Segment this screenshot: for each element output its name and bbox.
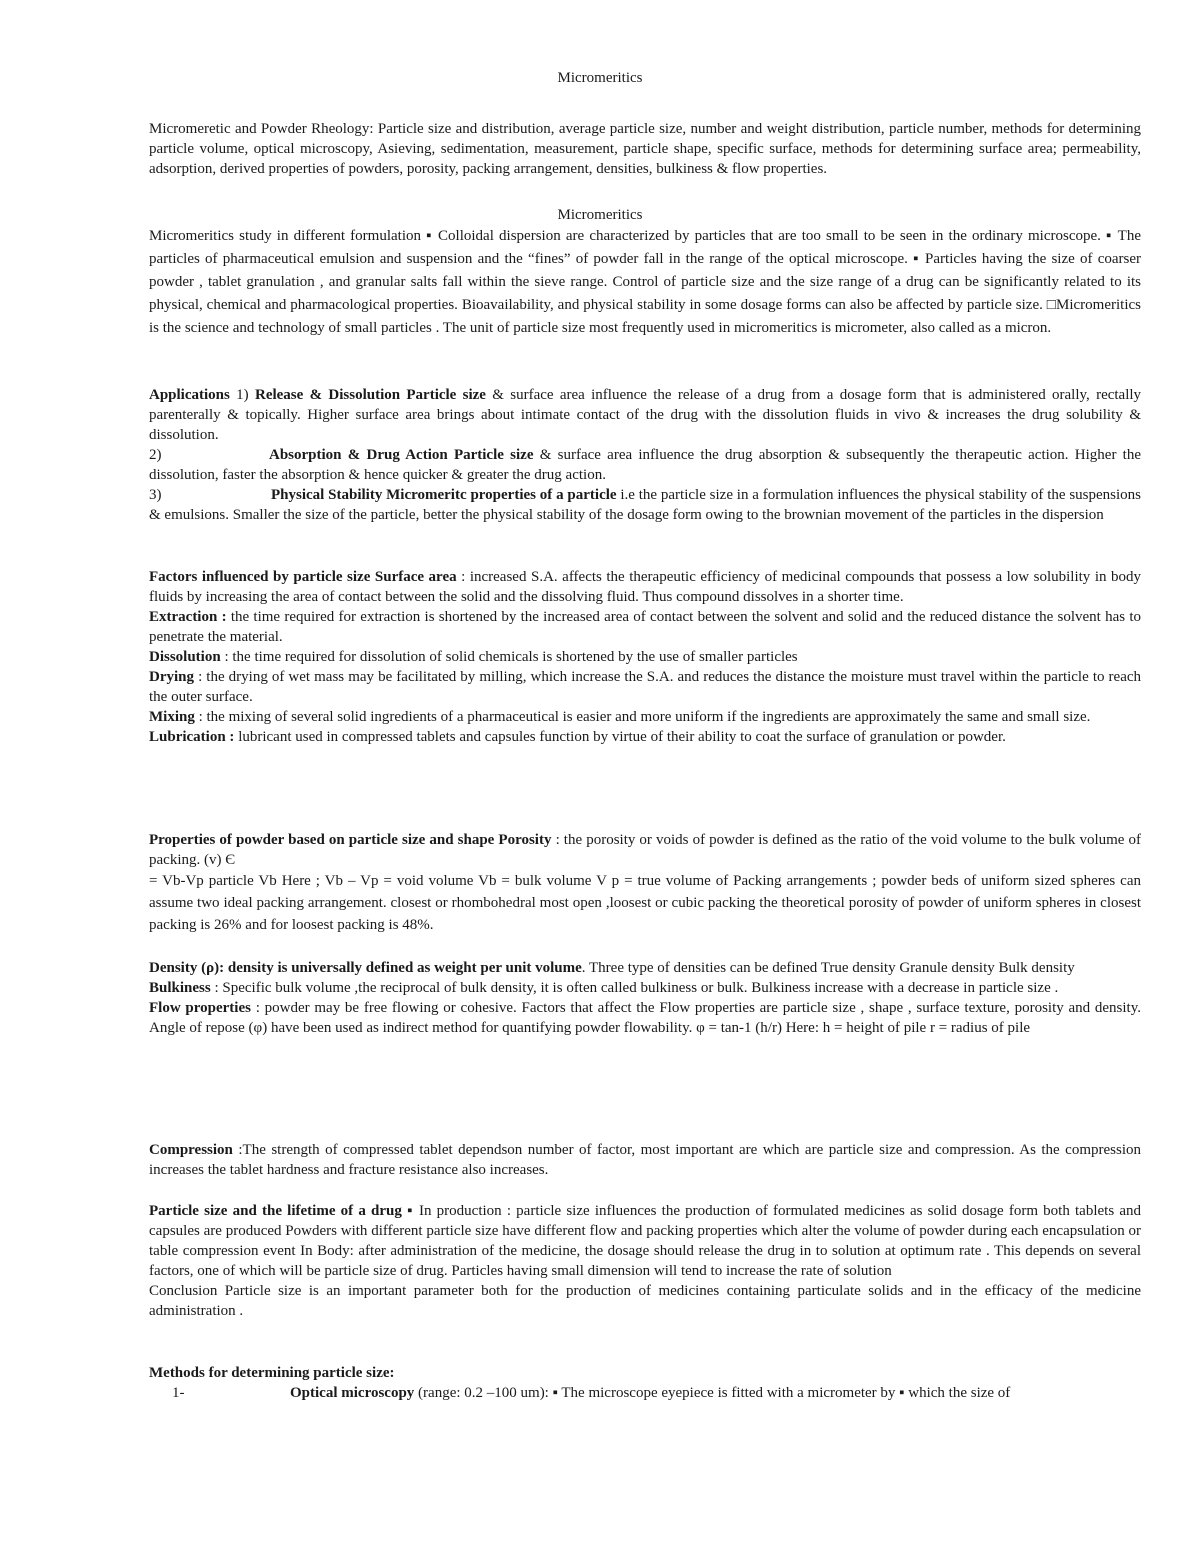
density-section bbox=[149, 958, 1141, 1038]
method-1-text: (range: 0.2 –100 um): ▪ The microscope eyepiece is fitted with a micrometer by ▪ which the size of bbox=[418, 1385, 1011, 1401]
application-1-title: Release & Dissolution Particle size bbox=[254, 387, 486, 403]
lifetime-title: Particle size and the lifetime of a drug bbox=[149, 1203, 402, 1219]
applications-label: Applications bbox=[149, 387, 230, 403]
lifetime-paragraph: Particle size and the lifetime of a drug ▪ In production : particle size influences the production of formulated medicines as solid dosage form both tablets and capsules are produced Powders with different particle size have different flow and packing properties which alter the volume of powder during each encapsulation or table compression event In Body: after administration of the medicine, the dosage should release the drug in to solution at optimum rate . This depends on several factors, one of which will be particle size of drug. Particles having small dimension will tend to increase the rate of solution bbox=[149, 1203, 1142, 1279]
factors-heading: Factors influenced by particle size bbox=[149, 569, 371, 585]
intro-heading: Micromeritics bbox=[557, 207, 643, 223]
properties-section bbox=[149, 830, 1141, 936]
factor-drying: Drying : the drying of wet mass may be facilitated by milling, which increase the S.A. and reduces the distance the moisture must travel within the particle to reach the outer surface. bbox=[149, 669, 1142, 705]
methods-heading: Methods for determining particle size: bbox=[149, 1365, 395, 1381]
density-title: Density (ρ): density is universally defined as weight per unit volume bbox=[149, 960, 582, 976]
porosity-paragraph: Properties of powder based on particle size and shape Porosity : the porosity or voids of powder is defined as the ratio of the void volume to the bulk volume of packing. (v) Є bbox=[149, 832, 1142, 868]
flow-properties-paragraph: Flow properties : powder may be free flowing or cohesive. Factors that affect the Flow properties are particle size , shape , surface texture, porosity and density. Angle of repose (φ) have been used as indirect method for quantifying powder flowability. φ = tan-1 (h/r) Here: h = height of pile r = radius of pile bbox=[149, 1000, 1141, 1036]
intro-paragraph: Micromeritics study in different formulation ▪ Colloidal dispersion are characterized by particles that are too small to be seen in the ordinary microscope. ▪ The particles of pharmaceutical emulsion and suspension and the “fines” of powder fall in the range of the optical microscope. ▪ Particles having the size of coarser powder , tablet granulation , and granular salts fall within the sieve range. Control of particle size and the size range of a drug can be significantly related to its physical, chemical and pharmacological properties. Bioavailability, and physical stability in some dosage forms can also be affected by particle size. □Micromeritics is the science and technology of small particles . The unit of particle size most frequently used in micromeritics is micrometer, also called as a micron. bbox=[149, 228, 1141, 336]
factor-mixing: Mixing : the mixing of several solid ingredients of a pharmaceutical is easier and more uniform if the ingredients are approximately the same and small size. bbox=[149, 709, 1091, 725]
syllabus-paragraph: Micromeretic and Powder Rheology: Particle size and distribution, average particle size, number and weight distribution, particle number, methods for determining particle volume, optical microscopy, Asieving, sedimentation, measurement, particle shape, specific surface, methods for determining surface area; permeability, adsorption, derived properties of powders, porosity, packing arrangement, densities, bulkiness & flow properties. bbox=[149, 121, 1141, 177]
application-item-1: Applications 1) Release & Dissolution Particle size & surface area influence the release of a drug from a dosage form that is administered orally, rectally parenterally & topically. Higher surface area brings about intimate contact of the drug with the dissolution fluids in vivo & increases the drug solubility & dissolution. bbox=[149, 387, 1142, 443]
factor-lubrication: Lubrication : lubricant used in compressed tablets and capsules function by virtue of their ability to coat the surface of granulation or powder. bbox=[149, 729, 1006, 745]
compression-section bbox=[149, 1140, 1141, 1180]
bulkiness-paragraph: Bulkiness : Specific bulk volume ,the reciprocal of bulk density, it is often called bulkiness or bulk. Bulkiness increase with a decrease in particle size . bbox=[149, 980, 1059, 996]
compression-paragraph: Compression :The strength of compressed tablet dependson number of factor, most important are which are particle size and compression. As the compression increases the tablet hardness and fracture resistance also increases. bbox=[149, 1142, 1141, 1178]
application-item-3: 3) Physical Stability Micromeritc properties of a particle i.e the particle size in a formulation influences the physical stability of the suspensions & emulsions. Smaller the size of the particle, better the physical stability of the dosage form owing to the brownian movement of the particles in the dispersion bbox=[149, 487, 1142, 523]
factor-dissolution: Dissolution : the time required for dissolution of solid chemicals is shortened by the use of smaller particles bbox=[149, 649, 798, 665]
lifetime-section bbox=[149, 1201, 1141, 1321]
porosity-formula-paragraph: = Vb-Vp particle Vb Here ; Vb – Vp = void volume Vb = bulk volume V p = true volume of Packing arrangements ; powder beds of uniform sized spheres can assume two ideal packing arrangement. closest or rhombohedral most open ,loosest or cubic packing the theoretical porosity of powder of uniform spheres in closest packing is 26% and for loosest packing is 48%. bbox=[149, 873, 1141, 933]
properties-heading: Properties of powder based on particle size and shape bbox=[149, 832, 495, 848]
applications-section bbox=[149, 385, 1141, 525]
compression-title: Compression bbox=[149, 1142, 233, 1158]
density-paragraph: Density (ρ): density is universally defined as weight per unit volume. Three type of densities can be defined True density Granule density Bulk density bbox=[149, 960, 1075, 976]
conclusion-paragraph: Conclusion Particle size is an important parameter both for the production of medicines containing particulate solids and in the efficacy of the medicine administration . bbox=[149, 1283, 1141, 1319]
application-2-title: Absorption & Drug Action Particle size bbox=[269, 447, 534, 463]
methods-item-1: 1- Optical microscopy (range: 0.2 –100 um): ▪ The microscope eyepiece is fitted with a micrometer by ▪ which the size of bbox=[172, 1385, 1011, 1401]
factor-surface-area: Factors influenced by particle size Surface area : increased S.A. affects the therapeutic efficiency of medicinal compounds that possess a low solubility in body fluids by increasing the area of contact between the solid and the dissolving fluid. Thus compound dissolves in a shorter time. bbox=[149, 569, 1142, 605]
application-item-2: 2) Absorption & Drug Action Particle size & surface area influence the drug absorption & subsequently the therapeutic action. Higher the dissolution, faster the absorption & hence quicker & greater the drug action. bbox=[149, 447, 1142, 483]
application-3-title: Physical Stability Micromeritc properties of a particle bbox=[271, 487, 617, 503]
page-title: Micromeritics bbox=[557, 70, 643, 86]
factors-section bbox=[149, 567, 1141, 747]
method-1-title: Optical microscopy bbox=[290, 1385, 415, 1401]
application-3-text: i.e the particle size in a formulation influences the physical stability of the suspensions & emulsions. Smaller the size of the particle, better the physical stability of the dosage form owing to the brownian movement of the particles in the dispersion bbox=[149, 487, 1142, 523]
factor-extraction: Extraction : the time required for extraction is shortened by the increased area of contact between the solvent and solid and the reduced distance the solvent has to penetrate the material. bbox=[149, 609, 1142, 645]
application-1-text: & surface area influence the release of a drug from a dosage form that is administered orally, rectally parenterally & topically. Higher surface area brings about intimate contact of the drug with the dissolution fluids in vivo & increases the drug solubility & dissolution. bbox=[149, 387, 1142, 443]
application-2-text: & surface area influence the drug absorption & subsequently the therapeutic action. Higher the dissolution, faster the absorption & hence quicker & greater the drug action. bbox=[149, 447, 1142, 483]
